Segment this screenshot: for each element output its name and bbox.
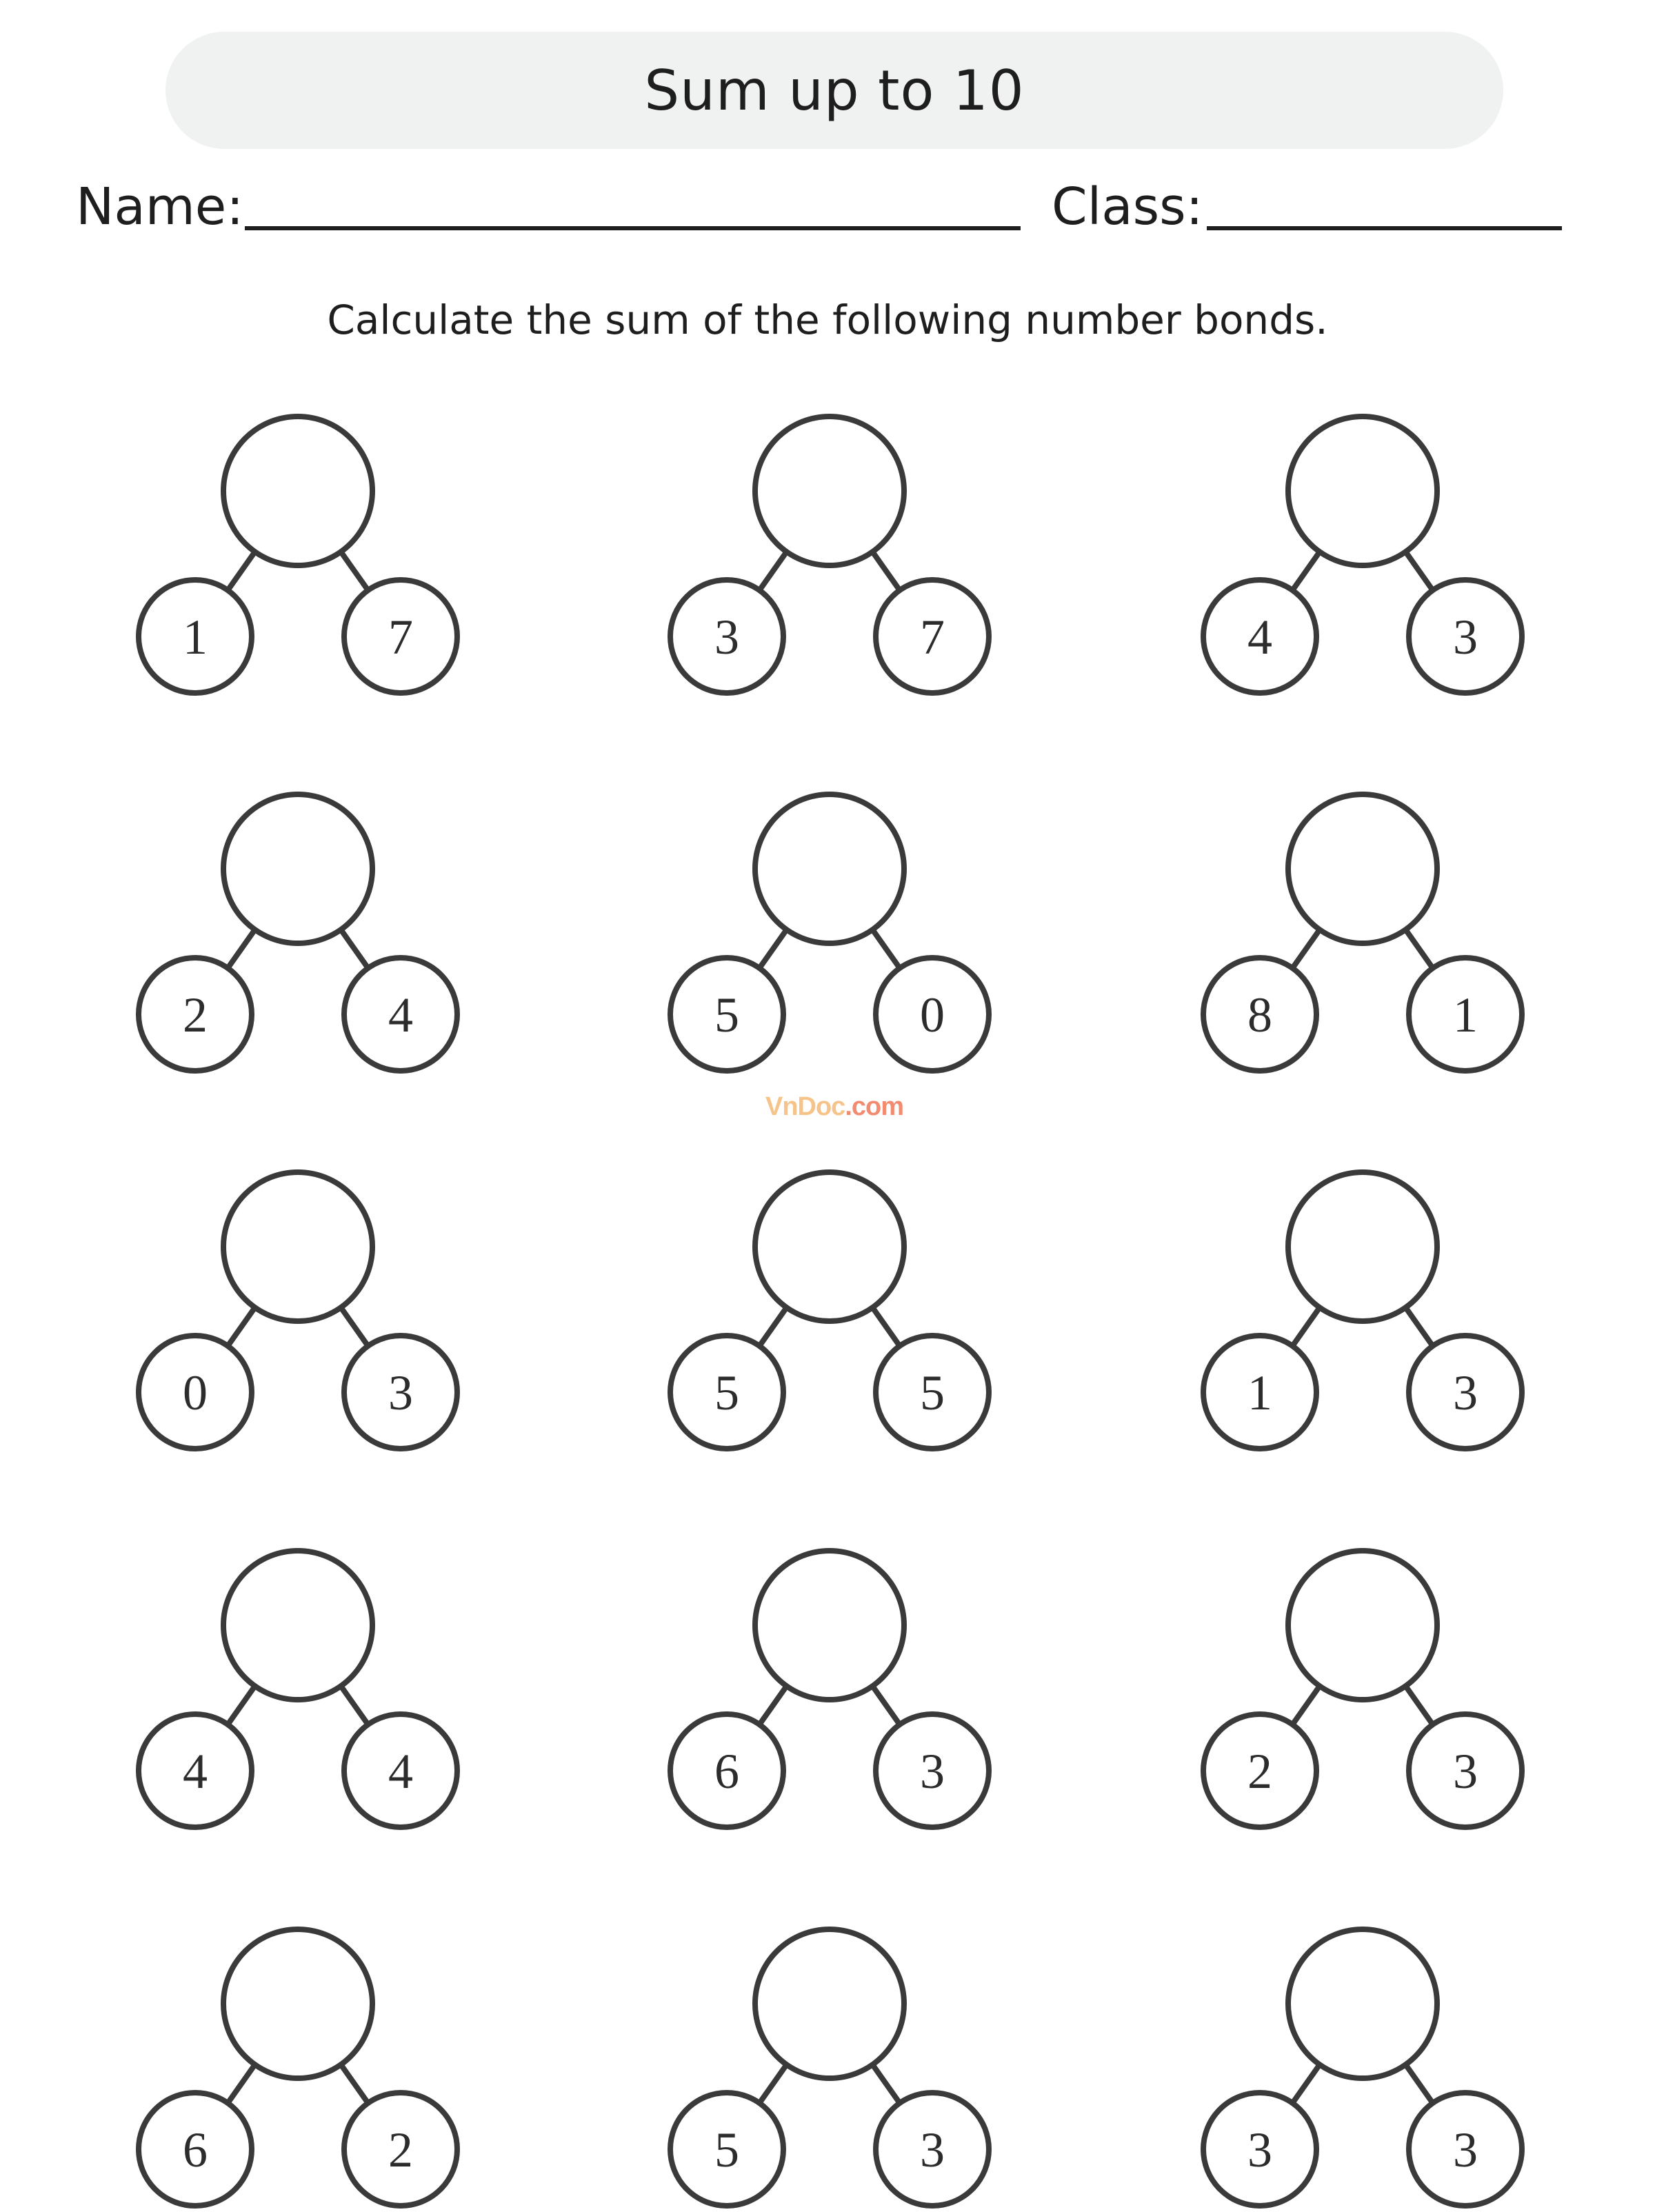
part-number-left: 4 [1247,610,1272,665]
connector-left [1292,552,1319,590]
answer-circle[interactable] [1288,794,1437,943]
part-number-left: 2 [183,987,208,1043]
connector-left [228,1686,254,1725]
connector-right [341,552,368,590]
number-bond [1203,794,1522,1071]
part-number-right: 3 [1453,1365,1478,1420]
connector-left [759,929,786,968]
answer-circle[interactable] [223,1172,372,1321]
connector-right [872,552,899,590]
number-bond [670,1551,989,1827]
answer-circle[interactable] [223,1929,372,2078]
part-number-right: 0 [920,987,945,1043]
answer-circle[interactable] [223,794,372,943]
part-number-left: 3 [1247,2122,1272,2178]
number-bond [670,794,989,1071]
connector-right [341,929,368,968]
part-number-left: 5 [714,2122,739,2178]
connector-left [228,552,254,590]
connector-left [1292,929,1319,968]
connector-right [341,1686,368,1725]
part-number-left: 8 [1247,987,1272,1043]
number-bond [139,1172,457,1449]
number-bond [1203,1551,1522,1827]
answer-circle[interactable] [223,1551,372,1700]
part-number-left: 6 [183,2122,208,2178]
connector-right [1405,2064,1432,2103]
answer-circle[interactable] [755,1551,904,1700]
part-number-left: 6 [714,1744,739,1799]
part-number-left: 5 [714,1365,739,1420]
watermark-part2: .com [845,1092,904,1121]
connector-left [759,1307,786,1346]
number-bond [139,1929,457,2206]
page-title: Sum up to 10 [644,58,1025,123]
number-bond [139,1551,457,1827]
connector-right [341,2064,368,2103]
connector-right [872,929,899,968]
part-number-left: 3 [714,610,739,665]
connector-left [759,1686,786,1725]
connector-left [759,552,786,590]
part-number-right: 1 [1453,987,1478,1043]
number-bond [139,416,457,693]
part-number-right: 3 [1453,2122,1478,2178]
part-number-right: 3 [920,1744,945,1799]
part-number-left: 4 [183,1744,208,1799]
instruction-text: Calculate the sum of the following number bonds. [327,296,1328,343]
connector-right [1405,1307,1432,1346]
connector-left [228,929,254,968]
connector-right [341,1307,368,1346]
answer-circle[interactable] [223,416,372,565]
part-number-left: 5 [714,987,739,1043]
part-number-left: 1 [1247,1365,1272,1420]
number-bond [139,794,457,1071]
part-number-right: 3 [920,2122,945,2178]
connector-left [1292,2064,1319,2103]
connector-right [872,1307,899,1346]
part-number-right: 7 [388,610,413,665]
part-number-right: 5 [920,1365,945,1420]
answer-circle[interactable] [755,1172,904,1321]
part-number-right: 2 [388,2122,413,2178]
part-number-right: 4 [388,1744,413,1799]
number-bond [670,416,989,693]
part-number-right: 3 [388,1365,413,1420]
part-number-left: 0 [183,1365,208,1420]
answer-circle[interactable] [755,416,904,565]
answer-circle[interactable] [1288,1172,1437,1321]
connector-right [1405,552,1432,590]
number-bond [1203,1172,1522,1449]
answer-circle[interactable] [1288,416,1437,565]
part-number-right: 4 [388,987,413,1043]
part-number-right: 3 [1453,610,1478,665]
watermark-part1: VnDoc [765,1092,845,1121]
connector-left [228,1307,254,1346]
part-number-left: 1 [183,610,208,665]
class-label: Class: [1052,177,1203,237]
connector-left [1292,1307,1319,1346]
name-label: Name: [76,177,244,237]
answer-circle[interactable] [1288,1929,1437,2078]
part-number-left: 2 [1247,1744,1272,1799]
connector-right [872,2064,899,2103]
number-bond [1203,1929,1522,2206]
number-bond [1203,416,1522,693]
answer-circle[interactable] [755,1929,904,2078]
connector-left [1292,1686,1319,1725]
connector-right [1405,1686,1432,1725]
answer-circle[interactable] [755,794,904,943]
connector-left [228,2064,254,2103]
answer-circle[interactable] [1288,1551,1437,1700]
number-bond [670,1172,989,1449]
connector-right [872,1686,899,1725]
number-bond [670,1929,989,2206]
connector-right [1405,929,1432,968]
connector-left [759,2064,786,2103]
part-number-right: 7 [920,610,945,665]
part-number-right: 3 [1453,1744,1478,1799]
